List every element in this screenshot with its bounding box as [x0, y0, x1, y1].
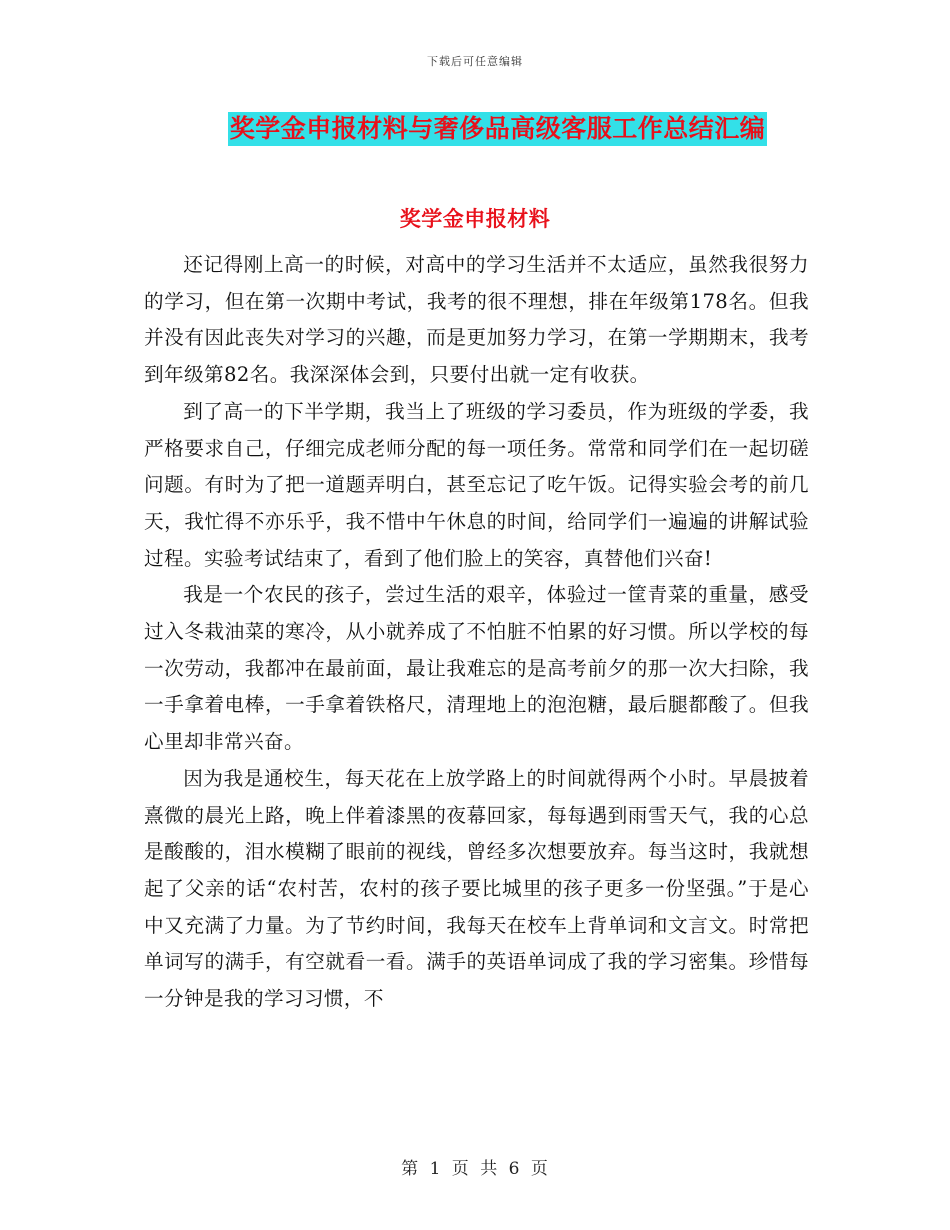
- paragraph: 因为我是通校生，每天花在上放学路上的时间就得两个小时。早晨披着熹微的晨光上路，晚上伴着漆黑的夜幕回家，每每遇到雨雪天气，我的心总是酸酸的，泪水模糊了眼前的视线，曾经多次想要放弃。每当这时，我就想起了父亲的话“农村苦，农村的孩子要比城里的孩子更多一份坚强。”于是心中又充满了力量。为了节约时间，我每天在校车上背单词和文言文。时常把单词写的满手，有空就看一看。满手的英语单词成了我的学习密集。珍惜每一分钟是我的学习习惯，不: [144, 766, 809, 1011]
- section-title: 奖学金申报材料: [399, 207, 551, 231]
- page-header-note: 下载后可任意编辑: [427, 55, 523, 68]
- document-body: [144, 247, 809, 1018]
- document-title-container: [0, 112, 950, 146]
- paragraph: 还记得刚上高一的时候，对高中的学习生活并不太适应，虽然我很努力的学习，但在第一次期中考试，我考的很不理想，排在年级第178名。但我并没有因此丧失对学习的兴趣，而是更加努力学习，在第一学期期末，我考到年级第82名。我深深体会到，只要付出就一定有收获。: [144, 253, 809, 387]
- paragraph: 我是一个农民的孩子，尝过生活的艰辛，体验过一筐青菜的重量，感受过入冬栽油菜的寒冷，从小就养成了不怕脏不怕累的好习惯。所以学校的每一次劳动，我都冲在最前面，最让我难忘的是高考前夕的那一次大扫除，我一手拿着电棒，一手拿着铁格尺，清理地上的泡泡糖，最后腿都酸了。但我心里却非常兴奋。: [144, 583, 809, 754]
- page-number-footer: 第 1 页 共 6 页: [401, 1159, 549, 1179]
- paragraph: 到了高一的下半学期，我当上了班级的学习委员，作为班级的学委，我严格要求自己，仔细完成老师分配的每一项任务。常常和同学们在一起切磋问题。有时为了把一道题弄明白，甚至忘记了吃午饭。记得实验会考的前几天，我忙得不亦乐乎，我不惜中午休息的时间，给同学们一遍遍的讲解试验过程。实验考试结束了，看到了他们脸上的笑容，真替他们兴奋!: [144, 399, 809, 570]
- document-title: 奖学金申报材料与奢侈品高级客服工作总结汇编: [228, 112, 768, 146]
